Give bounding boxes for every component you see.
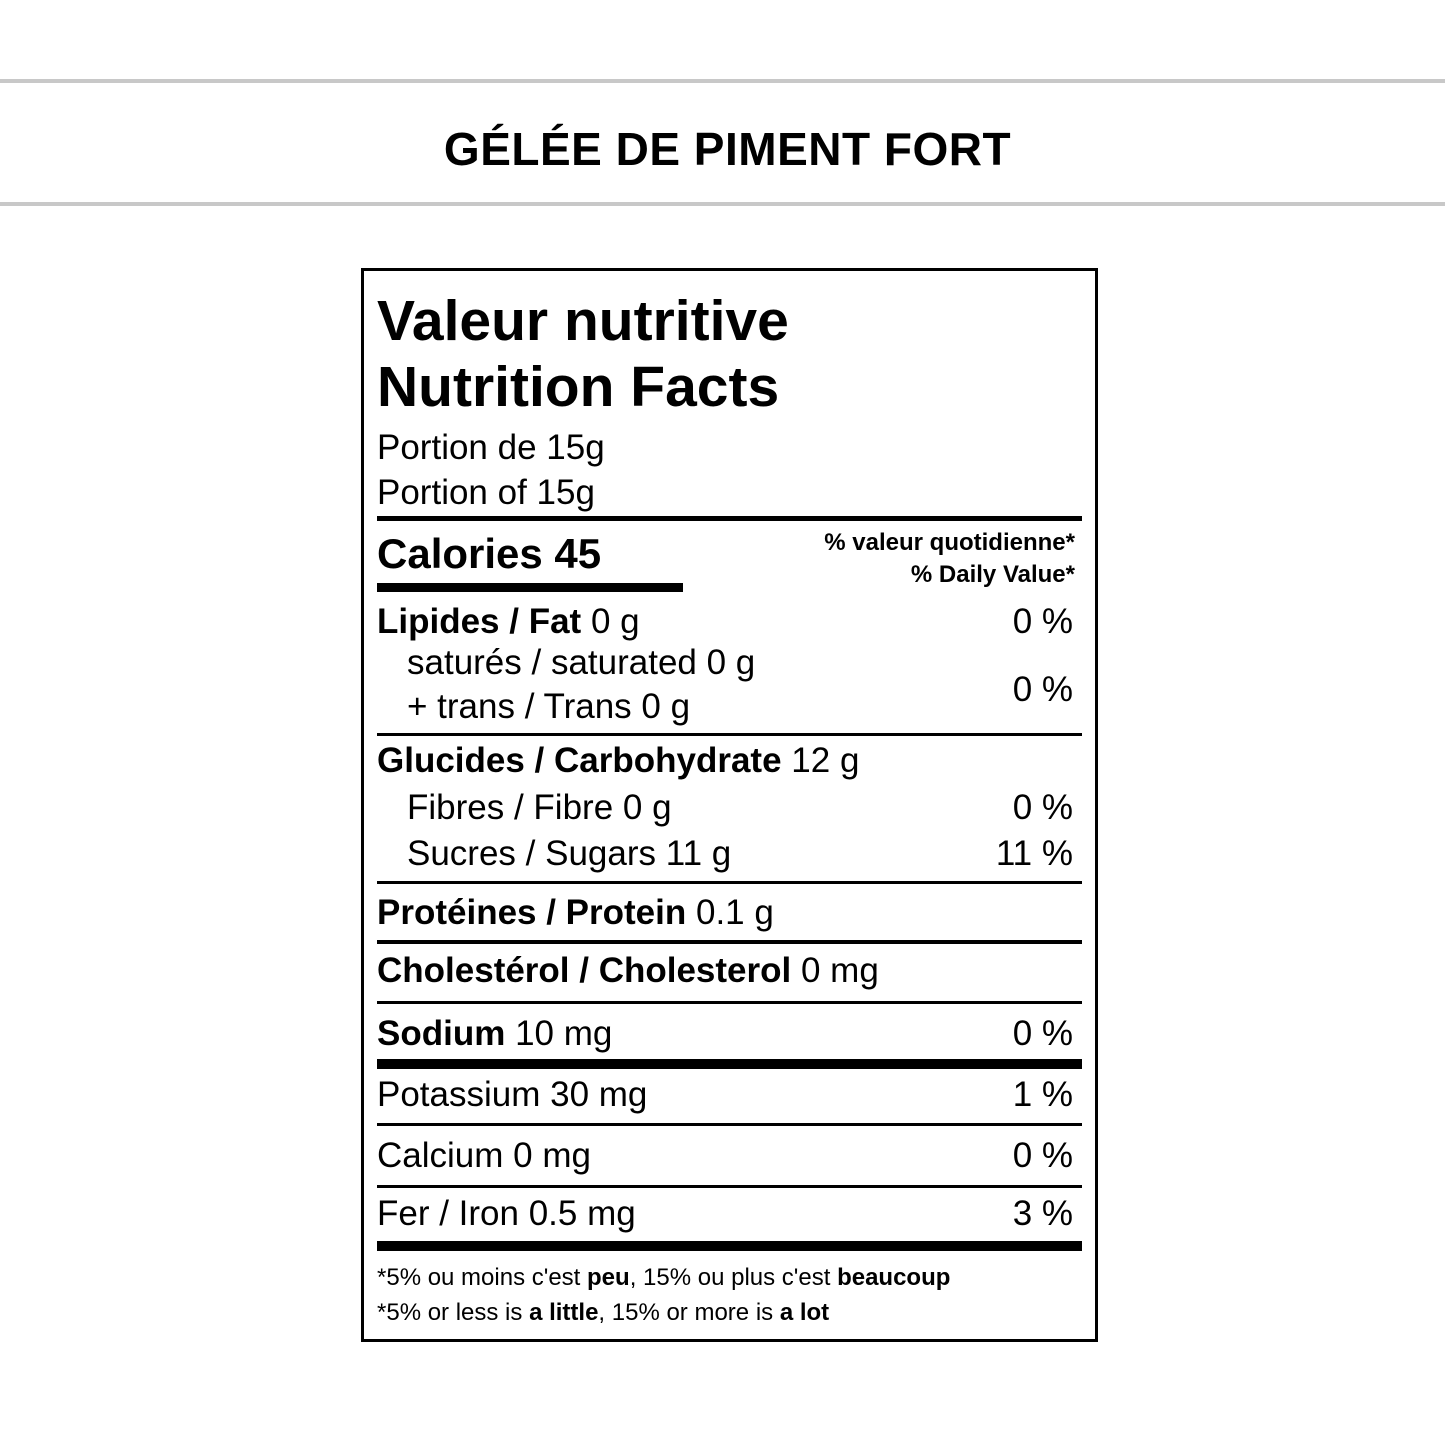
divider-after-calcium <box>377 1185 1082 1188</box>
sodium-amount: 10 mg <box>515 1014 613 1053</box>
fibre-row: Fibres / Fibre 0 g <box>407 788 672 827</box>
fibre-daily-value: 0 % <box>1012 788 1073 827</box>
thick-rule-top <box>377 516 1082 521</box>
sodium-name: Sodium <box>377 1014 506 1053</box>
divider-after-protein <box>377 940 1082 944</box>
iron-daily-value: 3 % <box>1012 1194 1073 1233</box>
carbohydrate-name: Glucides / Carbohydrate <box>377 741 782 780</box>
carbohydrate-amount: 12 g <box>791 741 860 780</box>
footnote-english-part2: , 15% or more is <box>598 1299 780 1326</box>
footnote-english <box>377 1301 829 1325</box>
sugars-daily-value: 11 % <box>995 834 1073 873</box>
potassium-daily-value: 1 % <box>1012 1075 1073 1114</box>
footnote-french-bold2: beaucoup <box>837 1264 951 1291</box>
protein-amount: 0.1 g <box>695 893 774 932</box>
sodium-row <box>377 1016 612 1051</box>
protein-name: Protéines / Protein <box>377 893 687 932</box>
title-french: Valeur nutritive <box>377 289 789 353</box>
cholesterol-row <box>377 953 879 988</box>
footnote-english-bold1: a little <box>529 1299 599 1326</box>
footnote-french-part1: *5% ou moins c'est <box>377 1264 588 1291</box>
saturated-fat-row: saturés / saturated 0 g <box>407 643 756 682</box>
carbohydrate-row <box>377 743 859 778</box>
calories-line <box>377 530 602 577</box>
protein-row <box>377 895 774 930</box>
sat-trans-daily-value: 0 % <box>1012 670 1073 709</box>
calcium-row: Calcium 0 mg <box>377 1136 591 1175</box>
divider-after-fat <box>377 733 1082 736</box>
fat-daily-value: 0 % <box>1012 602 1073 641</box>
fat-row <box>377 604 640 639</box>
trans-fat-row: + trans / Trans 0 g <box>407 687 691 726</box>
divider-after-potassium <box>377 1123 1082 1126</box>
nutrition-facts-table <box>361 268 1098 1342</box>
footnote-french-bold1: peu <box>587 1264 630 1291</box>
footnote-french-part2: , 15% ou plus c'est <box>629 1264 838 1291</box>
divider-after-cholesterol <box>377 1001 1082 1004</box>
title-english: Nutrition Facts <box>377 355 780 419</box>
cholesterol-amount: 0 mg <box>800 951 879 990</box>
iron-row: Fer / Iron 0.5 mg <box>377 1194 636 1233</box>
thick-rule-bottom <box>377 1241 1082 1251</box>
serving-size-english: Portion of 15g <box>377 473 595 512</box>
top-divider <box>0 79 1445 83</box>
cholesterol-name: Cholestérol / Cholesterol <box>377 951 792 990</box>
footnote-french <box>377 1266 950 1290</box>
serving-size-french: Portion de 15g <box>377 428 605 467</box>
fat-amount: 0 g <box>590 602 640 641</box>
divider-after-carbs <box>377 881 1082 884</box>
sodium-daily-value: 0 % <box>1012 1014 1073 1053</box>
calories-value: 45 <box>554 530 602 577</box>
potassium-row: Potassium 30 mg <box>377 1075 648 1114</box>
calories-label: Calories <box>377 530 543 577</box>
sugars-row: Sucres / Sugars 11 g <box>407 834 732 873</box>
footnote-english-part1: *5% or less is <box>377 1299 530 1326</box>
calories-underline <box>377 583 683 592</box>
product-title: GÉLÉE DE PIMENT FORT <box>443 123 1012 175</box>
footnote-english-bold2: a lot <box>779 1299 830 1326</box>
daily-value-header-french: % valeur quotidienne* <box>824 529 1075 556</box>
calcium-daily-value: 0 % <box>1012 1136 1073 1175</box>
thick-rule-after-sodium <box>377 1059 1082 1069</box>
title-divider <box>0 202 1445 206</box>
daily-value-header-english: % Daily Value* <box>910 561 1075 588</box>
fat-name: Lipides / Fat <box>377 602 582 641</box>
